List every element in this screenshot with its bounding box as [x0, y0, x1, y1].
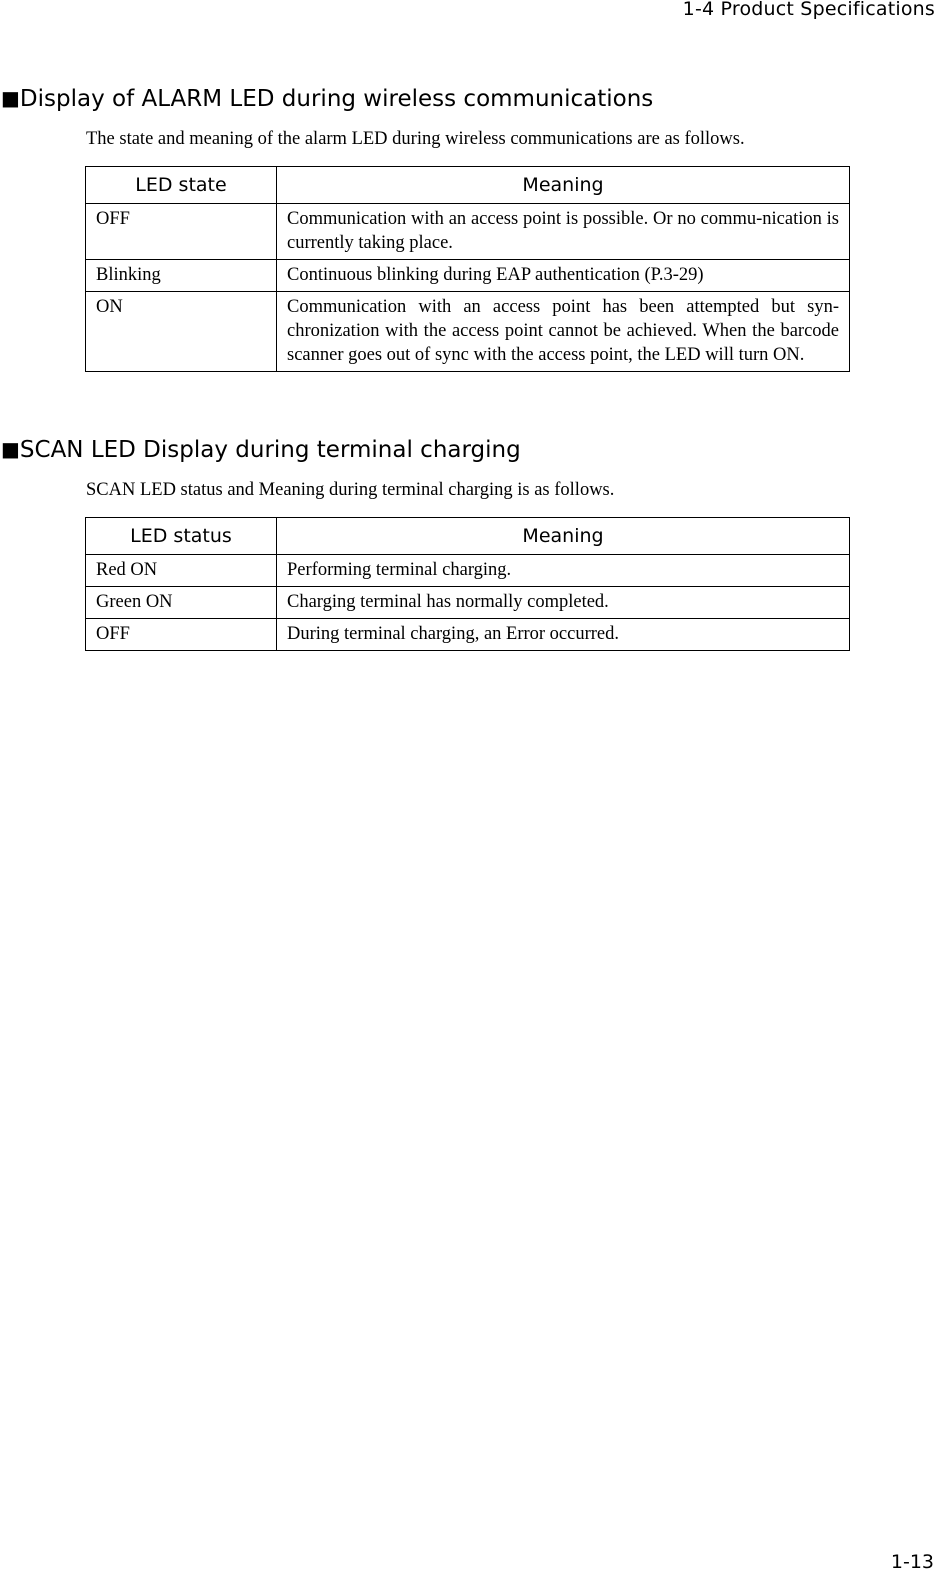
- column-header-led-state: LED state: [86, 167, 277, 204]
- meaning-cell: Continuous blinking during EAP authentication (P.3-29): [277, 260, 850, 292]
- square-bullet-icon: ■: [1, 86, 20, 110]
- led-status-cell: OFF: [86, 619, 277, 651]
- led-state-cell: Blinking: [86, 260, 277, 292]
- square-bullet-icon: ■: [1, 437, 20, 461]
- led-status-cell: Red ON: [86, 555, 277, 587]
- scan-led-heading-text: SCAN LED Display during terminal charging: [19, 437, 521, 463]
- column-header-meaning: Meaning: [277, 167, 850, 204]
- table-row: [86, 619, 850, 651]
- alarm-led-table: [85, 166, 850, 372]
- scan-led-table: [85, 517, 850, 651]
- alarm-led-intro: The state and meaning of the alarm LED during wireless communications are as follows.: [86, 129, 745, 149]
- meaning-cell: Performing terminal charging.: [277, 555, 850, 587]
- meaning-cell: Communication with an access point is possible. Or no commu-nication is currently taking place.: [277, 204, 850, 260]
- table-row: [86, 292, 850, 372]
- table-header-row: [86, 167, 850, 204]
- meaning-cell: Communication with an access point has been attempted but syn-chronization with the access point cannot be achieved. When the barcode scanner goes out of sync with the access point, the LED will turn ON.: [277, 292, 850, 372]
- table-row: [86, 587, 850, 619]
- column-header-led-status: LED status: [86, 518, 277, 555]
- page-header: 1-4 Product Specifications: [682, 0, 935, 20]
- meaning-cell: Charging terminal has normally completed.: [277, 587, 850, 619]
- page-number: 1-13: [890, 1551, 934, 1573]
- table-row: [86, 204, 850, 260]
- table-header-row: [86, 518, 850, 555]
- scan-led-heading: [0, 435, 942, 465]
- column-header-meaning: Meaning: [277, 518, 850, 555]
- led-state-cell: ON: [86, 292, 277, 372]
- alarm-led-section: [0, 84, 942, 372]
- meaning-cell: During terminal charging, an Error occurred.: [277, 619, 850, 651]
- scan-led-intro: SCAN LED status and Meaning during terminal charging is as follows.: [86, 480, 615, 500]
- led-state-cell: OFF: [86, 204, 277, 260]
- table-row: [86, 555, 850, 587]
- table-row: [86, 260, 850, 292]
- led-status-cell: Green ON: [86, 587, 277, 619]
- scan-led-section: [0, 435, 942, 651]
- alarm-led-heading: [0, 84, 942, 114]
- alarm-led-heading-text: Display of ALARM LED during wireless communications: [19, 86, 654, 112]
